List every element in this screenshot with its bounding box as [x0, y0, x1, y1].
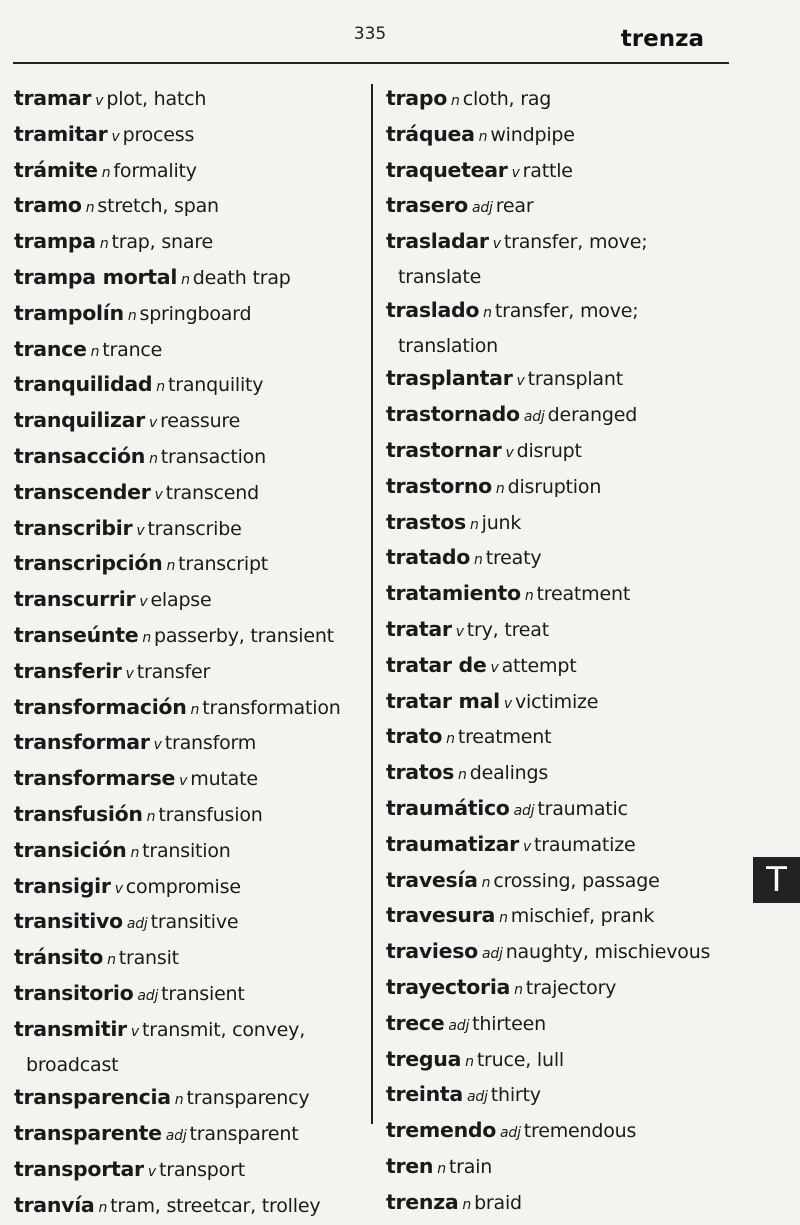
headword: transitivo [14, 909, 123, 934]
dictionary-entry [386, 720, 736, 756]
headword: tramitar [14, 121, 108, 146]
definition: transform [164, 732, 257, 755]
definition: transmit, convey, [141, 1018, 306, 1041]
dictionary-entry [386, 649, 736, 685]
definition: transparent [189, 1123, 299, 1146]
definition: tranquility [167, 374, 264, 397]
definition: mischief, prank [510, 905, 655, 928]
definition: reassure [160, 410, 241, 433]
part-of-speech: v [455, 623, 464, 640]
headword: tratado [386, 545, 471, 570]
dictionary-entry [14, 118, 366, 154]
definition: elapse [150, 589, 212, 612]
definition: trance [102, 338, 163, 361]
definition: crossing, passage [493, 869, 660, 892]
part-of-speech: v [139, 594, 148, 611]
headword: transferir [14, 658, 122, 683]
headword: trasero [386, 193, 468, 218]
part-of-speech: v [111, 128, 120, 145]
dictionary-entry [14, 619, 366, 655]
dictionary-entry [14, 941, 366, 977]
part-of-speech: n [146, 808, 156, 825]
part-of-speech: v [153, 737, 162, 754]
part-of-speech: adj [513, 802, 535, 819]
definition: mutate [190, 768, 258, 791]
dictionary-entry [386, 506, 736, 542]
headword: transformarse [14, 766, 176, 791]
part-of-speech: v [503, 695, 512, 712]
dictionary-entry [14, 798, 366, 834]
part-of-speech: v [125, 665, 134, 682]
dictionary-entry [14, 691, 366, 727]
headword: tranvía [14, 1192, 95, 1217]
part-of-speech: n [499, 910, 508, 927]
headword: trampa [14, 229, 96, 254]
part-of-speech: adj [165, 1128, 187, 1145]
dictionary-entry [386, 541, 736, 577]
column-divider [371, 84, 373, 1124]
headword: tren [386, 1153, 434, 1178]
headword: traquetear [386, 157, 508, 182]
headword: tratar de [386, 652, 487, 677]
dictionary-entry [386, 971, 736, 1007]
definition: trap, snare [111, 231, 214, 254]
definition: traumatize [534, 833, 636, 856]
headword: transformar [14, 730, 150, 755]
dictionary-entry [14, 368, 366, 404]
definition: junk [481, 511, 522, 534]
part-of-speech: n [446, 731, 455, 748]
definition: springboard [139, 302, 252, 325]
definition: transfer, move; [494, 299, 639, 322]
part-of-speech: n [458, 767, 467, 784]
part-of-speech: n [514, 981, 523, 998]
definition: process [122, 123, 195, 146]
headword: travieso [386, 939, 478, 964]
headword: tranquilizar [14, 408, 145, 433]
headword: transigir [14, 873, 111, 898]
definition: plot, hatch [106, 88, 207, 110]
dictionary-entry [14, 297, 366, 333]
part-of-speech: n [483, 304, 492, 321]
definition: transfer, move; [503, 231, 648, 254]
part-of-speech: n [130, 844, 140, 861]
headword: transeúnte [14, 622, 139, 647]
part-of-speech: v [148, 415, 158, 432]
dictionary-entry [14, 655, 366, 691]
definition: transcript [178, 553, 269, 576]
headword: transformación [14, 694, 187, 719]
definition: attempt [501, 654, 577, 677]
dictionary-entry [386, 294, 736, 363]
part-of-speech: n [451, 93, 460, 109]
headword: tratamiento [386, 581, 521, 606]
headword: trastornado [386, 402, 520, 427]
headword: trayectoria [386, 974, 511, 999]
part-of-speech: v [492, 236, 501, 253]
definition: passerby, transient [154, 624, 334, 647]
dictionary-entry [14, 583, 366, 619]
definition: transaction [160, 445, 266, 468]
headword: traumático [386, 795, 510, 820]
definition: windpipe [490, 123, 575, 146]
page-number: 335 [353, 24, 387, 44]
definition: transitive [150, 911, 239, 934]
headword: trece [386, 1010, 445, 1035]
headword: tramar [14, 86, 92, 110]
dictionary-entry [14, 189, 366, 225]
definition: victimize [514, 690, 599, 713]
part-of-speech: n [90, 343, 100, 360]
headword: tranquilidad [14, 372, 153, 397]
dictionary-entry [386, 225, 736, 294]
definition: truce, lull [476, 1048, 565, 1071]
headword: tratar [386, 616, 452, 641]
part-of-speech: v [511, 164, 520, 181]
dictionary-entry [386, 118, 736, 154]
headword: trasplantar [386, 366, 513, 391]
part-of-speech: n [127, 307, 137, 324]
definition: try, treat [466, 618, 549, 641]
part-of-speech: n [174, 1092, 184, 1109]
part-of-speech: n [474, 552, 483, 569]
headword: trampa mortal [14, 264, 178, 289]
headword: trato [386, 724, 443, 749]
headword: tregua [386, 1046, 462, 1071]
dictionary-entry [386, 1043, 736, 1079]
headword: tráquea [386, 121, 475, 146]
definition: tram, streetcar, trolley [110, 1194, 321, 1217]
headword: trenza [386, 1189, 459, 1214]
part-of-speech: adj [448, 1017, 470, 1034]
dictionary-entry [14, 476, 366, 512]
definition: cloth, rag [462, 88, 552, 110]
definition: compromise [125, 875, 241, 898]
definition: transfusion [158, 803, 263, 826]
definition: traumatic [537, 797, 628, 820]
dictionary-entry [14, 1117, 366, 1153]
part-of-speech: adj [471, 200, 493, 217]
headword: tremendo [386, 1118, 497, 1143]
dictionary-entry [386, 154, 736, 190]
part-of-speech: n [142, 629, 152, 646]
left-column [14, 82, 366, 1225]
headword: transacción [14, 443, 146, 468]
definition: naughty, mischievous [505, 941, 711, 964]
dictionary-entry [386, 470, 736, 506]
part-of-speech: n [166, 558, 176, 575]
part-of-speech: adj [500, 1125, 521, 1142]
headword: traumatizar [386, 831, 519, 856]
header-rule [13, 62, 729, 64]
definition: treatment [457, 726, 552, 749]
headword: transparencia [14, 1085, 171, 1110]
dictionary-entry [386, 792, 736, 828]
headword: tratos [386, 760, 455, 785]
part-of-speech: n [85, 200, 95, 217]
dictionary-entry [386, 398, 736, 434]
dictionary-entry [386, 935, 736, 971]
definition: rattle [522, 159, 573, 182]
part-of-speech: n [462, 1196, 472, 1213]
part-of-speech: v [130, 1023, 139, 1040]
part-of-speech: n [524, 588, 534, 605]
headword: transitorio [14, 980, 134, 1005]
dictionary-entry [14, 977, 366, 1013]
part-of-speech: v [516, 373, 525, 390]
definition: disruption [507, 475, 602, 498]
headword: transmitir [14, 1016, 127, 1041]
part-of-speech: n [469, 516, 479, 533]
definition-continued: translation [398, 334, 498, 357]
part-of-speech: n [437, 1160, 446, 1177]
guide-word: trenza [620, 26, 704, 52]
definition: transcribe [147, 517, 242, 540]
right-column [386, 82, 736, 1222]
definition: transplant [527, 368, 623, 391]
definition-continued: broadcast [26, 1053, 119, 1076]
dictionary-entry [14, 154, 366, 190]
headword: transportar [14, 1156, 144, 1181]
part-of-speech: n [495, 480, 505, 497]
definition: transition [142, 839, 231, 862]
definition: stretch, span [97, 195, 219, 218]
definition: transit [118, 947, 179, 970]
part-of-speech: adj [523, 409, 545, 426]
dictionary-entry [386, 434, 736, 470]
part-of-speech: n [149, 450, 158, 467]
headword: transición [14, 837, 127, 862]
dictionary-entry [386, 1186, 736, 1222]
part-of-speech: n [98, 1199, 108, 1216]
dictionary-entry [386, 864, 736, 900]
thumb-index-tab: T [753, 857, 800, 903]
part-of-speech: v [154, 486, 163, 503]
dictionary-entry [14, 1013, 366, 1082]
headword: trapo [386, 86, 448, 110]
headword: trastorno [386, 473, 492, 498]
dictionary-entry [14, 726, 366, 762]
definition: rear [495, 195, 534, 218]
definition: thirty [490, 1084, 541, 1107]
part-of-speech: n [181, 271, 190, 288]
dictionary-entry [386, 362, 736, 398]
dictionary-entry [386, 189, 736, 225]
definition: trajectory [525, 976, 617, 999]
definition: disrupt [516, 439, 582, 462]
part-of-speech: v [505, 444, 514, 461]
dictionary-entry [14, 1081, 366, 1117]
definition: treatment [536, 583, 631, 606]
definition: train [448, 1155, 493, 1178]
definition: thirteen [472, 1012, 546, 1035]
dictionary-entry [386, 1078, 736, 1114]
headword: trastos [386, 509, 466, 534]
headword: transparente [14, 1121, 162, 1146]
definition-continued: translate [398, 265, 482, 288]
part-of-speech: v [490, 659, 499, 676]
headword: trasladar [386, 229, 489, 254]
part-of-speech: v [147, 1163, 156, 1180]
part-of-speech: n [465, 1053, 474, 1070]
definition: deranged [547, 404, 638, 427]
part-of-speech: n [99, 236, 109, 253]
dictionary-entry [14, 762, 366, 798]
headword: tránsito [14, 945, 104, 970]
dictionary-entry [386, 1114, 736, 1150]
dictionary-entry [14, 261, 366, 297]
headword: travesura [386, 903, 496, 928]
definition: transport [158, 1158, 245, 1181]
part-of-speech: n [107, 952, 116, 969]
dictionary-entry [14, 905, 366, 941]
part-of-speech: n [481, 874, 491, 891]
headword: treinta [386, 1082, 463, 1107]
dictionary-entry [386, 1150, 736, 1186]
dictionary-entry [14, 870, 366, 906]
part-of-speech: adj [481, 946, 503, 963]
definition: death trap [192, 266, 291, 289]
part-of-speech: v [95, 93, 104, 109]
dictionary-entry [14, 333, 366, 369]
dictionary-entry [386, 1007, 736, 1043]
part-of-speech: v [522, 838, 532, 855]
part-of-speech: adj [466, 1089, 488, 1106]
headword: trastornar [386, 437, 502, 462]
part-of-speech: v [136, 522, 145, 539]
headword: transcripción [14, 551, 163, 576]
headword: transcurrir [14, 587, 136, 612]
headword: transcender [14, 479, 151, 504]
dictionary-entry [386, 685, 736, 721]
part-of-speech: v [114, 880, 123, 897]
definition: dealings [469, 762, 549, 785]
headword: traslado [386, 297, 480, 322]
definition: transcend [165, 481, 259, 504]
part-of-speech: adj [126, 916, 148, 933]
headword: trámite [14, 157, 98, 182]
headword: trampolín [14, 300, 124, 325]
definition: transformation [202, 696, 341, 719]
dictionary-entry [386, 82, 736, 118]
dictionary-entry [14, 1153, 366, 1189]
part-of-speech: n [478, 128, 488, 145]
headword: transcribir [14, 515, 133, 540]
headword: tratar mal [386, 688, 500, 713]
part-of-speech: n [190, 701, 200, 718]
definition: transparency [186, 1087, 310, 1110]
definition: tremendous [523, 1120, 637, 1143]
headword: travesía [386, 867, 478, 892]
dictionary-entry [14, 82, 366, 118]
dictionary-entry [14, 440, 366, 476]
dictionary-entry [14, 512, 366, 548]
definition: formality [113, 159, 197, 182]
dictionary-entry [14, 834, 366, 870]
headword: transfusión [14, 801, 143, 826]
definition: treaty [485, 547, 542, 570]
part-of-speech: v [179, 773, 188, 790]
definition: transfer [136, 660, 211, 683]
dictionary-entry [386, 756, 736, 792]
dictionary-entry [14, 404, 366, 440]
dictionary-entry [14, 225, 366, 261]
dictionary-entry [386, 828, 736, 864]
dictionary-entry [14, 547, 366, 583]
part-of-speech: n [101, 164, 111, 181]
definition: braid [474, 1191, 522, 1214]
dictionary-entry [386, 613, 736, 649]
headword: trance [14, 336, 87, 361]
dictionary-entry [386, 577, 736, 613]
dictionary-entry [386, 899, 736, 935]
part-of-speech: adj [137, 987, 159, 1004]
part-of-speech: n [156, 379, 165, 396]
definition: transient [161, 982, 245, 1005]
dictionary-entry [14, 1189, 366, 1225]
headword: tramo [14, 193, 82, 218]
